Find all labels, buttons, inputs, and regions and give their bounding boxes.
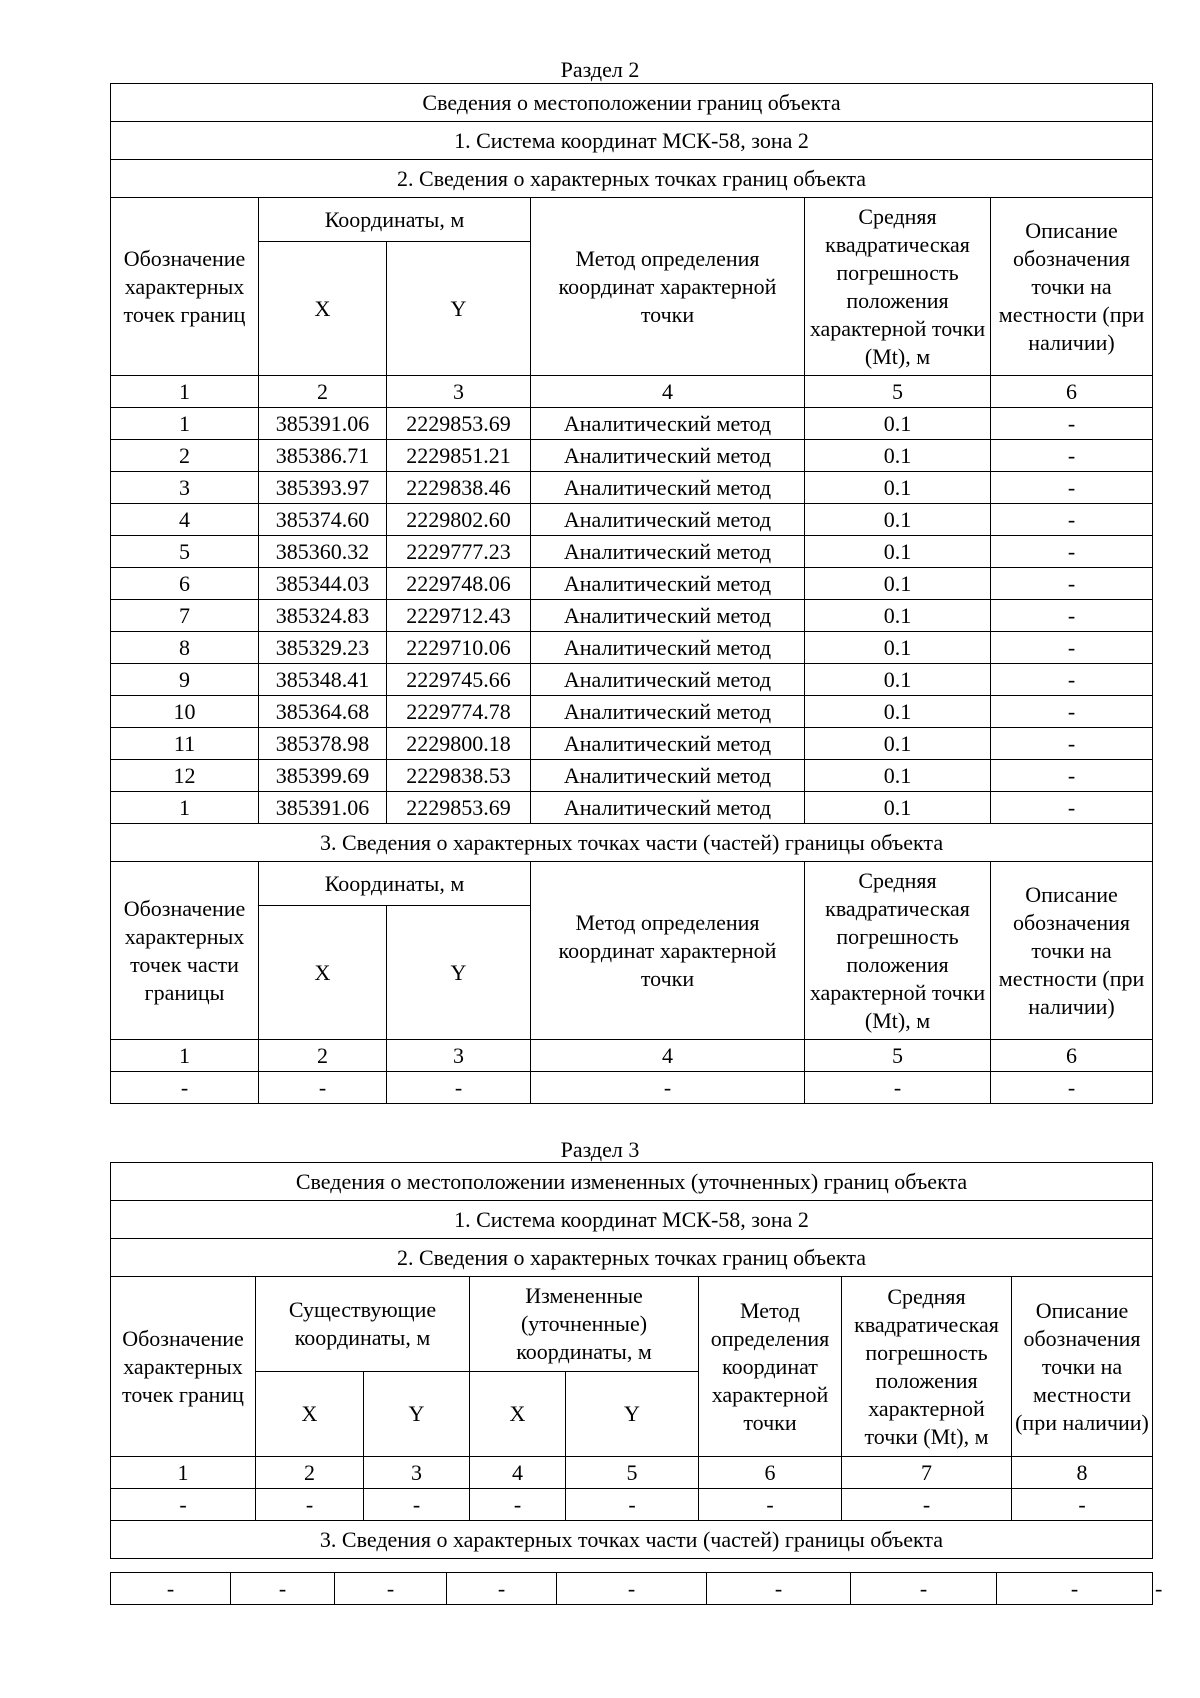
x-cell: 385360.32: [259, 536, 387, 568]
table-row: [111, 632, 1153, 664]
method-cell: Аналитический метод: [531, 792, 805, 824]
parts-column-numbers-row: [111, 1040, 1153, 1072]
column-number: 4: [531, 376, 805, 408]
method-cell: Аналитический метод: [531, 632, 805, 664]
table-row: [111, 792, 1153, 824]
empty-cell: -: [335, 1573, 447, 1605]
section3-parts-table: [110, 1572, 1163, 1605]
mt-cell: 0.1: [805, 664, 991, 696]
desc-cell: -: [991, 728, 1153, 760]
column-numbers-row: [111, 376, 1153, 408]
section2-points-title: 2. Сведения о характерных точках границ объекта: [111, 160, 1153, 198]
s3-header-changed: Измененные (уточненные) координаты, м: [470, 1277, 699, 1372]
parts-header-point-id: Обозначение характерных точек части границы: [111, 862, 259, 1040]
table-row: [111, 696, 1153, 728]
s3-header-y1: Y: [364, 1372, 470, 1457]
mt-cell: 0.1: [805, 504, 991, 536]
method-cell: Аналитический метод: [531, 600, 805, 632]
desc-cell: -: [991, 792, 1153, 824]
header-error: Средняя квадратическая погрешность положения характерной точки (Mt), м: [805, 198, 991, 376]
table-row: [111, 568, 1153, 600]
mt-cell: 0.1: [805, 440, 991, 472]
table-row: [111, 600, 1153, 632]
method-cell: Аналитический метод: [531, 568, 805, 600]
table-row: [111, 440, 1153, 472]
header-x: X: [259, 242, 387, 376]
method-cell: Аналитический метод: [531, 504, 805, 536]
method-cell: Аналитический метод: [531, 728, 805, 760]
column-number: 5: [566, 1457, 699, 1489]
method-cell: Аналитический метод: [531, 536, 805, 568]
parts-header-coords: Координаты, м: [259, 862, 531, 906]
mt-cell: 0.1: [805, 568, 991, 600]
y-cell: 2229745.66: [387, 664, 531, 696]
method-cell: Аналитический метод: [531, 440, 805, 472]
column-number: 4: [531, 1040, 805, 1072]
mt-cell: 0.1: [805, 472, 991, 504]
y-cell: 2229800.18: [387, 728, 531, 760]
x-cell: 385386.71: [259, 440, 387, 472]
y-cell: 2229851.21: [387, 440, 531, 472]
y-cell: 2229774.78: [387, 696, 531, 728]
desc-cell: -: [991, 440, 1153, 472]
column-number: 5: [805, 1040, 991, 1072]
column-number: 6: [991, 376, 1153, 408]
desc-cell: -: [991, 408, 1153, 440]
x-cell: 385348.41: [259, 664, 387, 696]
parts-header-error: Средняя квадратическая погрешность положения характерной точки (Mt), м: [805, 862, 991, 1040]
section2-rows: [111, 408, 1153, 824]
y-cell: 2229710.06: [387, 632, 531, 664]
method-cell: Аналитический метод: [531, 472, 805, 504]
s3-parts-empty-row: - - - - - - - - -: [111, 1573, 1153, 1605]
table-row: [111, 472, 1153, 504]
y-cell: 2229853.69: [387, 792, 531, 824]
parts-header-x: X: [259, 906, 387, 1040]
x-cell: 385391.06: [259, 792, 387, 824]
desc-cell: -: [991, 632, 1153, 664]
point-id-cell: 7: [111, 600, 259, 632]
header-description: Описание обозначения точки на местности (при наличии): [991, 198, 1153, 376]
section2-parts-title: 3. Сведения о характерных точках части (частей) границы объекта: [111, 824, 1153, 862]
point-id-cell: 3: [111, 472, 259, 504]
desc-cell: -: [991, 472, 1153, 504]
column-number: 1: [111, 376, 259, 408]
column-number: 6: [991, 1040, 1153, 1072]
method-cell: Аналитический метод: [531, 664, 805, 696]
column-number: 1: [111, 1040, 259, 1072]
parts-header-description: Описание обозначения точки на местности (при наличии): [991, 862, 1153, 1040]
section2-table: [110, 83, 1153, 1104]
mt-cell: 0.1: [805, 792, 991, 824]
section3-title: Сведения о местоположении измененных (уточненных) границ объекта: [111, 1163, 1153, 1201]
method-cell: Аналитический метод: [531, 760, 805, 792]
desc-cell: -: [991, 664, 1153, 696]
table-row: [111, 536, 1153, 568]
mt-cell: 0.1: [805, 760, 991, 792]
mt-cell: 0.1: [805, 536, 991, 568]
empty-cell: -: [447, 1573, 557, 1605]
point-id-cell: 10: [111, 696, 259, 728]
y-cell: 2229853.69: [387, 408, 531, 440]
column-number: 4: [470, 1457, 566, 1489]
column-number: 1: [111, 1457, 256, 1489]
mt-cell: 0.1: [805, 632, 991, 664]
empty-cell: -: [470, 1489, 566, 1521]
s3-header-x1: X: [256, 1372, 364, 1457]
empty-cell: -: [851, 1573, 997, 1605]
column-number: 6: [699, 1457, 842, 1489]
x-cell: 385344.03: [259, 568, 387, 600]
section2-title: Сведения о местоположении границ объекта: [111, 84, 1153, 122]
y-cell: 2229748.06: [387, 568, 531, 600]
s3-header-error: Средняя квадратическая погрешность положения характерной точки (Mt), м: [842, 1277, 1012, 1457]
header-point-id: Обозначение характерных точек границ: [111, 198, 259, 376]
desc-cell: -: [991, 696, 1153, 728]
table-row: [111, 664, 1153, 696]
y-cell: 2229777.23: [387, 536, 531, 568]
parts-header-y: Y: [387, 906, 531, 1040]
column-number: 5: [805, 376, 991, 408]
header-coords: Координаты, м: [259, 198, 531, 242]
mt-cell: 0.1: [805, 696, 991, 728]
section3-table: [110, 1162, 1153, 1559]
x-cell: 385378.98: [259, 728, 387, 760]
empty-cell: -: [699, 1489, 842, 1521]
parts-empty-row: [111, 1072, 1153, 1104]
x-cell: 385393.97: [259, 472, 387, 504]
x-cell: 385329.23: [259, 632, 387, 664]
section3-coord-system: 1. Система координат МСК-58, зона 2: [111, 1201, 1153, 1239]
empty-cell: -: [842, 1489, 1012, 1521]
parts-header-method: Метод определения координат характерной точки: [531, 862, 805, 1040]
point-id-cell: 6: [111, 568, 259, 600]
desc-cell: -: [991, 504, 1153, 536]
point-id-cell: 1: [111, 408, 259, 440]
point-id-cell: 4: [111, 504, 259, 536]
section2-coord-system: 1. Система координат МСК-58, зона 2: [111, 122, 1153, 160]
empty-cell: -: [997, 1573, 1153, 1605]
empty-cell: -: [805, 1072, 991, 1104]
s3-header-existing: Существующие координаты, м: [256, 1277, 470, 1372]
empty-cell: -: [111, 1489, 256, 1521]
x-cell: 385374.60: [259, 504, 387, 536]
section3-caption: Раздел 3: [560, 1137, 640, 1162]
x-cell: 385364.68: [259, 696, 387, 728]
column-number: 7: [842, 1457, 1012, 1489]
empty-cell: -: [531, 1072, 805, 1104]
empty-cell: -: [557, 1573, 707, 1605]
method-cell: Аналитический метод: [531, 408, 805, 440]
table-row: [111, 504, 1153, 536]
empty-cell: -: [111, 1072, 259, 1104]
y-cell: 2229838.53: [387, 760, 531, 792]
empty-cell: -: [256, 1489, 364, 1521]
point-id-cell: 2: [111, 440, 259, 472]
section3-parts-title: 3. Сведения о характерных точках части (частей) границы объекта: [111, 1521, 1153, 1559]
y-cell: 2229838.46: [387, 472, 531, 504]
x-cell: 385399.69: [259, 760, 387, 792]
s3-header-method: Метод определения координат характерной точки: [699, 1277, 842, 1457]
desc-cell: -: [991, 568, 1153, 600]
point-id-cell: 1: [111, 792, 259, 824]
empty-cell: -: [364, 1489, 470, 1521]
mt-cell: 0.1: [805, 728, 991, 760]
mt-cell: 0.1: [805, 600, 991, 632]
column-number: 2: [256, 1457, 364, 1489]
x-cell: 385324.83: [259, 600, 387, 632]
table-row: [111, 408, 1153, 440]
s3-header-point-id: Обозначение характерных точек границ: [111, 1277, 256, 1457]
y-cell: 2229802.60: [387, 504, 531, 536]
column-number: 8: [1012, 1457, 1153, 1489]
empty-cell: -: [566, 1489, 699, 1521]
empty-cell: -: [387, 1072, 531, 1104]
column-number: 3: [364, 1457, 470, 1489]
s3-header-description: Описание обозначения точки на местности (при наличии): [1012, 1277, 1153, 1457]
point-id-cell: 5: [111, 536, 259, 568]
s3-column-numbers-row: [111, 1457, 1153, 1489]
table-row: [111, 728, 1153, 760]
column-number: 2: [259, 1040, 387, 1072]
point-id-cell: 11: [111, 728, 259, 760]
s3-empty-row: [111, 1489, 1153, 1521]
empty-cell: -: [1012, 1489, 1153, 1521]
point-id-cell: 8: [111, 632, 259, 664]
empty-cell: -: [259, 1072, 387, 1104]
empty-cell: -: [991, 1072, 1153, 1104]
empty-cell: -: [111, 1573, 231, 1605]
desc-cell: -: [991, 760, 1153, 792]
column-number: 2: [259, 376, 387, 408]
s3-header-y2: Y: [566, 1372, 699, 1457]
x-cell: 385391.06: [259, 408, 387, 440]
section3-points-title: 2. Сведения о характерных точках границ объекта: [111, 1239, 1153, 1277]
header-y: Y: [387, 242, 531, 376]
header-method: Метод определения координат характерной точки: [531, 198, 805, 376]
section2-caption: Раздел 2: [560, 57, 640, 82]
method-cell: Аналитический метод: [531, 696, 805, 728]
point-id-cell: 9: [111, 664, 259, 696]
desc-cell: -: [991, 600, 1153, 632]
mt-cell: 0.1: [805, 408, 991, 440]
empty-cell: -: [231, 1573, 335, 1605]
column-number: 3: [387, 376, 531, 408]
empty-cell: -: [707, 1573, 851, 1605]
desc-cell: -: [991, 536, 1153, 568]
s3-header-x2: X: [470, 1372, 566, 1457]
point-id-cell: 12: [111, 760, 259, 792]
column-number: 3: [387, 1040, 531, 1072]
y-cell: 2229712.43: [387, 600, 531, 632]
table-row: [111, 760, 1153, 792]
